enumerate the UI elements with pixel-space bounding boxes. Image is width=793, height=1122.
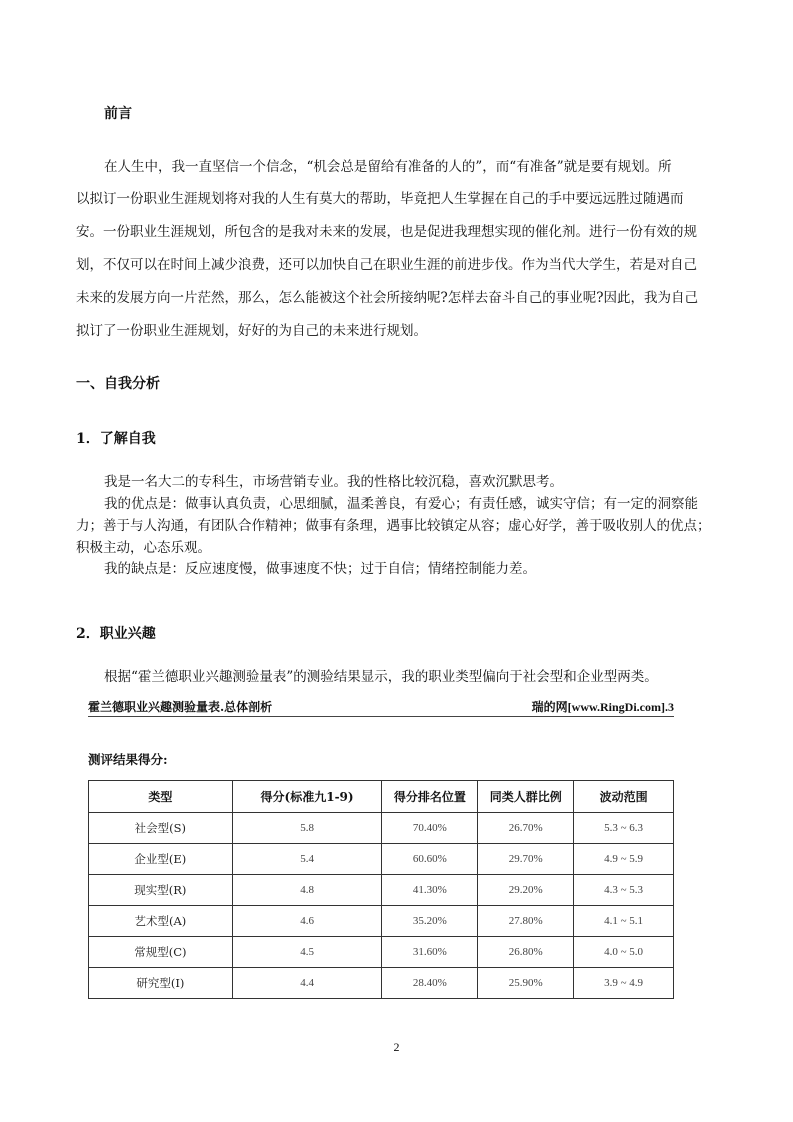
range-cell: 5.3 ~ 6.3 xyxy=(574,813,674,844)
report-header xyxy=(88,698,674,717)
report-source: 瑞的网[www.RingDi.com].3 xyxy=(531,700,674,714)
score-cell: 5.4 xyxy=(232,844,382,875)
preface-line: 安。一份职业生涯规划，所包含的是我对未来的发展，也是促进我理想实现的催化剂。进行一份有效的规 xyxy=(76,224,697,240)
self-line: 我是一名大二的专科生，市场营销专业。我的性格比较沉稳，喜欢沉默思考。 xyxy=(104,474,563,490)
column-header: 波动范围 xyxy=(574,781,674,813)
preface-line: 拟订了一份职业生涯规划，好好的为自己的未来进行规划。 xyxy=(76,323,427,339)
self-line: 力；善于与人沟通，有团队合作精神；做事有条理，遇事比较镇定从容；虚心好学，善于吸收别人的优点； xyxy=(76,518,711,534)
ratio-cell: 26.70% xyxy=(478,813,574,844)
subheading-career-interest: 2．职业兴趣 xyxy=(76,626,156,642)
table-header-row xyxy=(89,781,674,813)
section-heading-self-analysis: 一、自我分析 xyxy=(76,376,160,392)
ratio-cell: 25.90% xyxy=(478,968,574,999)
range-cell: 4.9 ~ 5.9 xyxy=(574,844,674,875)
range-cell: 4.3 ~ 5.3 xyxy=(574,875,674,906)
column-header: 得分排名位置 xyxy=(382,781,478,813)
table-row xyxy=(89,937,674,968)
rank-cell: 28.40% xyxy=(382,968,478,999)
range-cell: 4.1 ~ 5.1 xyxy=(574,906,674,937)
rank-cell: 70.40% xyxy=(382,813,478,844)
page-number: 2 xyxy=(393,1040,400,1054)
table-row xyxy=(89,844,674,875)
score-cell: 5.8 xyxy=(232,813,382,844)
type-cell: 研究型(I) xyxy=(89,968,233,999)
rank-cell: 35.20% xyxy=(382,906,478,937)
preface-line: 未来的发展方向一片茫然，那么，怎么能被这个社会所接纳呢?怎样去奋斗自己的事业呢?因此，我为自己 xyxy=(76,290,698,306)
ratio-cell: 26.80% xyxy=(478,937,574,968)
preface-line: 以拟订一份职业生涯规划将对我的人生有莫大的帮助，毕竟把人生掌握在自己的手中要远远胜过随遇而 xyxy=(76,191,684,207)
rank-cell: 60.60% xyxy=(382,844,478,875)
rank-cell: 41.30% xyxy=(382,875,478,906)
ratio-cell: 27.80% xyxy=(478,906,574,937)
preface-line: 划，不仅可以在时间上减少浪费，还可以加快自己在职业生涯的前进步伐。作为当代大学生，若是对自己 xyxy=(76,257,697,273)
type-cell: 社会型(S) xyxy=(89,813,233,844)
preface-heading: 前言 xyxy=(104,106,132,122)
score-table xyxy=(88,780,674,999)
career-interest-text: 根据“霍兰德职业兴趣测验量表”的测验结果显示，我的职业类型偏向于社会型和企业型两类。 xyxy=(104,669,658,685)
table-row xyxy=(89,875,674,906)
subheading-know-myself: 1．了解自我 xyxy=(76,431,156,447)
column-header: 同类人群比例 xyxy=(478,781,574,813)
range-cell: 4.0 ~ 5.0 xyxy=(574,937,674,968)
self-line: 我的优点是：做事认真负责，心思细腻，温柔善良，有爱心；有责任感，诚实守信；有一定的洞察能 xyxy=(104,496,698,512)
preface-line: 在人生中，我一直坚信一个信念，“机会总是留给有准备的人的”，而“有准备”就是要有规划。所 xyxy=(104,159,672,175)
table-row xyxy=(89,906,674,937)
type-cell: 现实型(R) xyxy=(89,875,233,906)
table-row xyxy=(89,813,674,844)
type-cell: 企业型(E) xyxy=(89,844,233,875)
ratio-cell: 29.70% xyxy=(478,844,574,875)
rank-cell: 31.60% xyxy=(382,937,478,968)
column-header: 类型 xyxy=(89,781,233,813)
report-title: 霍兰德职业兴趣测验量表.总体剖析 xyxy=(88,700,273,714)
type-cell: 常规型(C) xyxy=(89,937,233,968)
type-cell: 艺术型(A) xyxy=(89,906,233,937)
score-cell: 4.4 xyxy=(232,968,382,999)
score-cell: 4.5 xyxy=(232,937,382,968)
self-line: 我的缺点是：反应速度慢，做事速度不快；过于自信；情绪控制能力差。 xyxy=(104,561,536,577)
score-cell: 4.6 xyxy=(232,906,382,937)
range-cell: 3.9 ~ 4.9 xyxy=(574,968,674,999)
self-line: 积极主动，心态乐观。 xyxy=(76,540,211,556)
score-cell: 4.8 xyxy=(232,875,382,906)
ratio-cell: 29.20% xyxy=(478,875,574,906)
score-title: 测评结果得分: xyxy=(88,752,168,767)
table-row xyxy=(89,968,674,999)
column-header: 得分(标准九1-9) xyxy=(232,781,382,813)
